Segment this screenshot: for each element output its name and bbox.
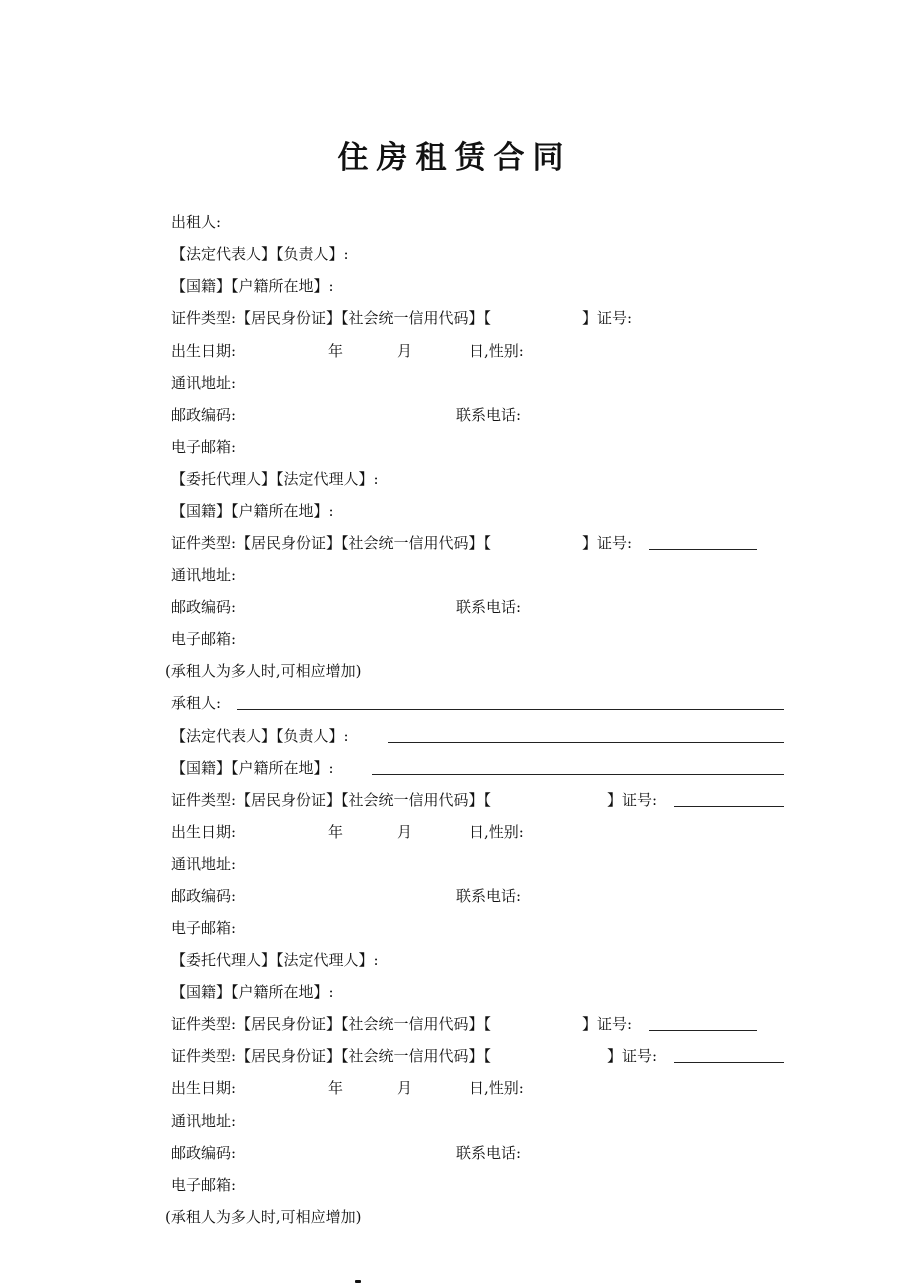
lessee-email-label: 电子邮箱: xyxy=(171,919,237,937)
lessee-nationality-blank xyxy=(372,774,784,775)
lessee-agent-email-label: 电子邮箱: xyxy=(171,1176,237,1194)
lessor-note: (承租人为多人时,可相应增加) xyxy=(165,662,362,680)
lessee-agent-birth-label: 出生日期: xyxy=(171,1079,237,1097)
lessee-label: 承租人: xyxy=(171,694,222,712)
lessor-agent-label: 【委托代理人】【法定代理人】: xyxy=(171,470,379,488)
lessor-id-type-label: 证件类型:【居民身份证】【社会统一信用代码】【 xyxy=(171,309,492,327)
lessor-row xyxy=(171,211,221,233)
lessee-rep-label: 【法定代表人】【负责人】: xyxy=(171,727,349,745)
lessee-id-close-label: 】证号: xyxy=(607,791,658,809)
lessee-agent-nationality-label: 【国籍】【户籍所在地】: xyxy=(171,983,334,1001)
lessee-agent-nationality-row xyxy=(171,981,334,1003)
lessee-rep-blank xyxy=(388,742,784,743)
lessee-nationality-label: 【国籍】【户籍所在地】: xyxy=(171,759,334,777)
lessee-agent-email-row xyxy=(171,1174,236,1196)
lessee-note-row xyxy=(165,1206,361,1228)
lessee-phone-label: 联系电话: xyxy=(456,887,522,905)
lessor-agent-postcode-label: 邮政编码: xyxy=(171,598,237,616)
lessor-rep-row xyxy=(171,243,349,265)
lessor-year-label: 年 xyxy=(328,342,344,360)
lessee-agent-day-gender-label: 日,性别: xyxy=(469,1079,524,1097)
lessee-agent-id-close-label: 】证号: xyxy=(582,1015,633,1033)
lessee-year-label: 年 xyxy=(328,823,344,841)
lessor-agent-address-label: 通讯地址: xyxy=(171,566,237,584)
lessor-nationality-row xyxy=(171,275,334,297)
lessor-email-row xyxy=(171,436,236,458)
lessee-id-number-blank xyxy=(674,806,784,807)
lessee-email-row xyxy=(171,917,236,939)
lessee-agent-id2-number-blank xyxy=(674,1062,784,1063)
lessee-agent-phone-label: 联系电话: xyxy=(456,1144,522,1162)
lessee-postcode-label: 邮政编码: xyxy=(171,887,237,905)
lessee-agent-postcode-label: 邮政编码: xyxy=(171,1144,237,1162)
lessor-note-row xyxy=(165,660,361,682)
lessor-agent-phone-label: 联系电话: xyxy=(456,598,522,616)
lessor-agent-email-label: 电子邮箱: xyxy=(171,630,237,648)
lessee-agent-id2-close-label: 】证号: xyxy=(607,1047,658,1065)
lessor-agent-email-row xyxy=(171,628,236,650)
lessor-agent-nationality-label: 【国籍】【户籍所在地】: xyxy=(171,502,334,520)
lessee-agent-id-number-blank xyxy=(649,1030,757,1031)
lessor-agent-address-row xyxy=(171,564,236,586)
lessee-agent-id-type-label: 证件类型:【居民身份证】【社会统一信用代码】【 xyxy=(171,1015,492,1033)
lessor-agent-row xyxy=(171,468,379,490)
lessor-agent-id-number-blank xyxy=(649,549,757,550)
lessor-phone-label: 联系电话: xyxy=(456,406,522,424)
lessor-nationality-label: 【国籍】【户籍所在地】: xyxy=(171,277,334,295)
lessor-agent-nationality-row xyxy=(171,500,334,522)
lessee-agent-year-label: 年 xyxy=(328,1079,344,1097)
lessee-month-label: 月 xyxy=(397,823,413,841)
lessee-address-row xyxy=(171,853,236,875)
page-bottom-mark xyxy=(355,1280,361,1283)
lessor-id-close-label: 】证号: xyxy=(582,309,633,327)
lessee-agent-address-label: 通讯地址: xyxy=(171,1112,237,1130)
lessee-agent-month-label: 月 xyxy=(397,1079,413,1097)
lessor-address-row xyxy=(171,372,236,394)
lessee-note: (承租人为多人时,可相应增加) xyxy=(165,1208,362,1226)
lessee-id-type-label: 证件类型:【居民身份证】【社会统一信用代码】【 xyxy=(171,791,492,809)
lessor-agent-id-type-label: 证件类型:【居民身份证】【社会统一信用代码】【 xyxy=(171,534,492,552)
lessee-agent-id2-type-label: 证件类型:【居民身份证】【社会统一信用代码】【 xyxy=(171,1047,492,1065)
lessee-agent-label: 【委托代理人】【法定代理人】: xyxy=(171,951,379,969)
lessee-name-blank xyxy=(237,709,784,710)
lessee-agent-row xyxy=(171,949,379,971)
lessor-email-label: 电子邮箱: xyxy=(171,438,237,456)
lessor-birth-label: 出生日期: xyxy=(171,342,237,360)
lessor-postcode-label: 邮政编码: xyxy=(171,406,237,424)
lessee-day-gender-label: 日,性别: xyxy=(469,823,524,841)
document-title: 住房租赁合同 xyxy=(337,140,572,176)
lessor-rep-label: 【法定代表人】【负责人】: xyxy=(171,245,349,263)
lessor-label: 出租人: xyxy=(171,213,222,231)
lessor-month-label: 月 xyxy=(397,342,413,360)
lessor-address-label: 通讯地址: xyxy=(171,374,237,392)
lessee-birth-label: 出生日期: xyxy=(171,823,237,841)
lessee-agent-address-row xyxy=(171,1110,236,1132)
lessor-agent-id-close-label: 】证号: xyxy=(582,534,633,552)
lessor-day-gender-label: 日,性别: xyxy=(469,342,524,360)
lessee-address-label: 通讯地址: xyxy=(171,855,237,873)
